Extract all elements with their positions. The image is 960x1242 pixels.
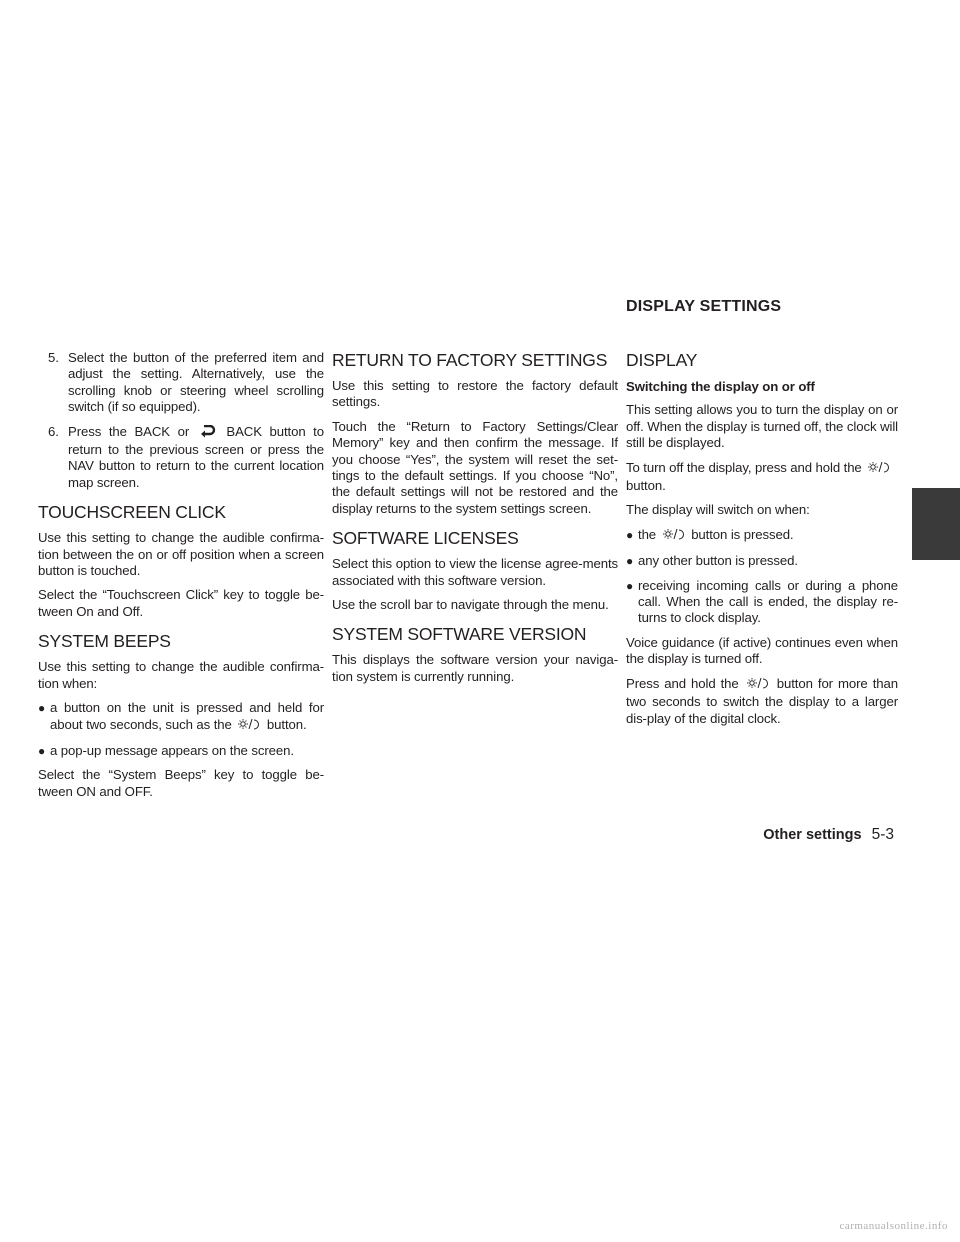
watermark: carmanualsonline.info [839,1220,948,1232]
bullet-text-pre: a button on the unit is pressed and held for about two seconds, such as the [50,700,324,732]
bullet-dot-icon: ● [626,554,634,569]
footer-chapter-title: Other settings [763,827,862,843]
heading-software-licenses: SOFTWARE LICENSES [332,528,519,549]
text-pre: Press and hold the [626,675,739,691]
text-pre: To turn off the display, press and hold the [626,459,862,475]
bullet-dot-icon: ● [38,743,46,758]
heading-return-to-factory-settings: RETURN TO FACTORY SETTINGS [332,350,608,370]
paragraph: This setting allows you to turn the display on or off. When the display is turned off, the clock will still be displayed. [626,402,898,451]
column-right [626,350,898,735]
step-text: Select the button of the preferred item and adjust the setting. Alternatively, use the scrolling knob or steering wheel scrolling switch (if so equipped). [68,350,324,415]
text-post: button for more than two seconds to switch the display to a larger dis-play of the digital clock. [626,675,898,726]
chapter-tab-marker [912,488,960,560]
heading-touchscreen-click: TOUCHSCREEN CLICK [38,502,226,523]
heading-system-beeps: SYSTEM BEEPS [38,631,171,652]
bullet-dot-icon: ● [626,527,634,542]
paragraph: Select the “Touchscreen Click” key to toggle be-tween On and Off. [38,587,324,619]
heading-system-software-version: SYSTEM SOFTWARE VERSION [332,624,587,645]
heading-display: DISPLAY [626,350,698,370]
paragraph: Use this setting to restore the factory default settings. [332,378,618,410]
paragraph: Use this setting to change the audible confirma-tion when: [38,659,324,691]
paragraph: Voice guidance (if active) continues even when the display is turned off. [626,634,898,667]
subheading-switching-display: Switching the display on or off [626,379,815,394]
bullet-text: any other button is pressed. [638,553,798,569]
step-number: 6. [48,423,59,439]
paragraph: Use this setting to change the audible confirma-tion between the on or off position when a screen button is touched. [38,530,324,579]
paragraph: Select this option to view the license agree-ments associated with this software version. [332,556,618,588]
paragraph [626,460,898,495]
step-6 [38,424,324,492]
step-number: 5. [48,350,59,365]
page-number: 5-3 [871,826,894,843]
bullet-dot-icon: ● [626,578,634,593]
step-text-post: BACK button to return to the previous screen or press the NAV button to return to the current location map screen. [68,423,324,490]
step-5 [38,350,324,416]
column-middle [332,350,618,693]
paragraph: Use the scroll bar to navigate through the menu. [332,597,609,613]
paragraph: The display will switch on when: [626,502,810,518]
brightness-display-icon [238,718,260,735]
bullet-item [38,700,324,735]
bullet-item [38,743,324,759]
bullet-item [626,578,898,627]
paragraph [626,676,898,727]
bullet-item [626,553,898,569]
bullet-text: a pop-up message appears on the screen. [50,742,294,758]
paragraph: This displays the software version your naviga-tion system is currently running. [332,652,618,684]
step-text-pre: Press the BACK or [68,423,190,439]
section-title: DISPLAY SETTINGS [626,298,782,315]
bullet-text: receiving incoming calls or during a phone call. When the call is ended, the display re-turns to clock display. [638,577,898,626]
brightness-display-icon [747,677,769,694]
bullet-item [626,527,898,545]
bullet-text-pre: the [638,526,657,542]
bullet-text-post: button is pressed. [691,526,794,542]
brightness-display-icon [868,461,890,478]
back-arrow-icon [200,425,216,442]
column-left [38,350,324,808]
bullet-dot-icon: ● [38,701,46,716]
paragraph: Select the “System Beeps” key to toggle be-tween ON and OFF. [38,767,324,799]
brightness-display-icon [663,528,685,545]
page-footer [763,826,894,844]
bullet-text-post: button. [266,716,307,732]
text-post: button. [626,478,666,494]
paragraph: Touch the “Return to Factory Settings/Clear Memory” key and then confirm the message. If you choose “Yes”, the system will reset the set-tings to the default settings. If you choose “No”, the default settings will not be restored and the display returns to the system settings screen. [332,418,618,516]
